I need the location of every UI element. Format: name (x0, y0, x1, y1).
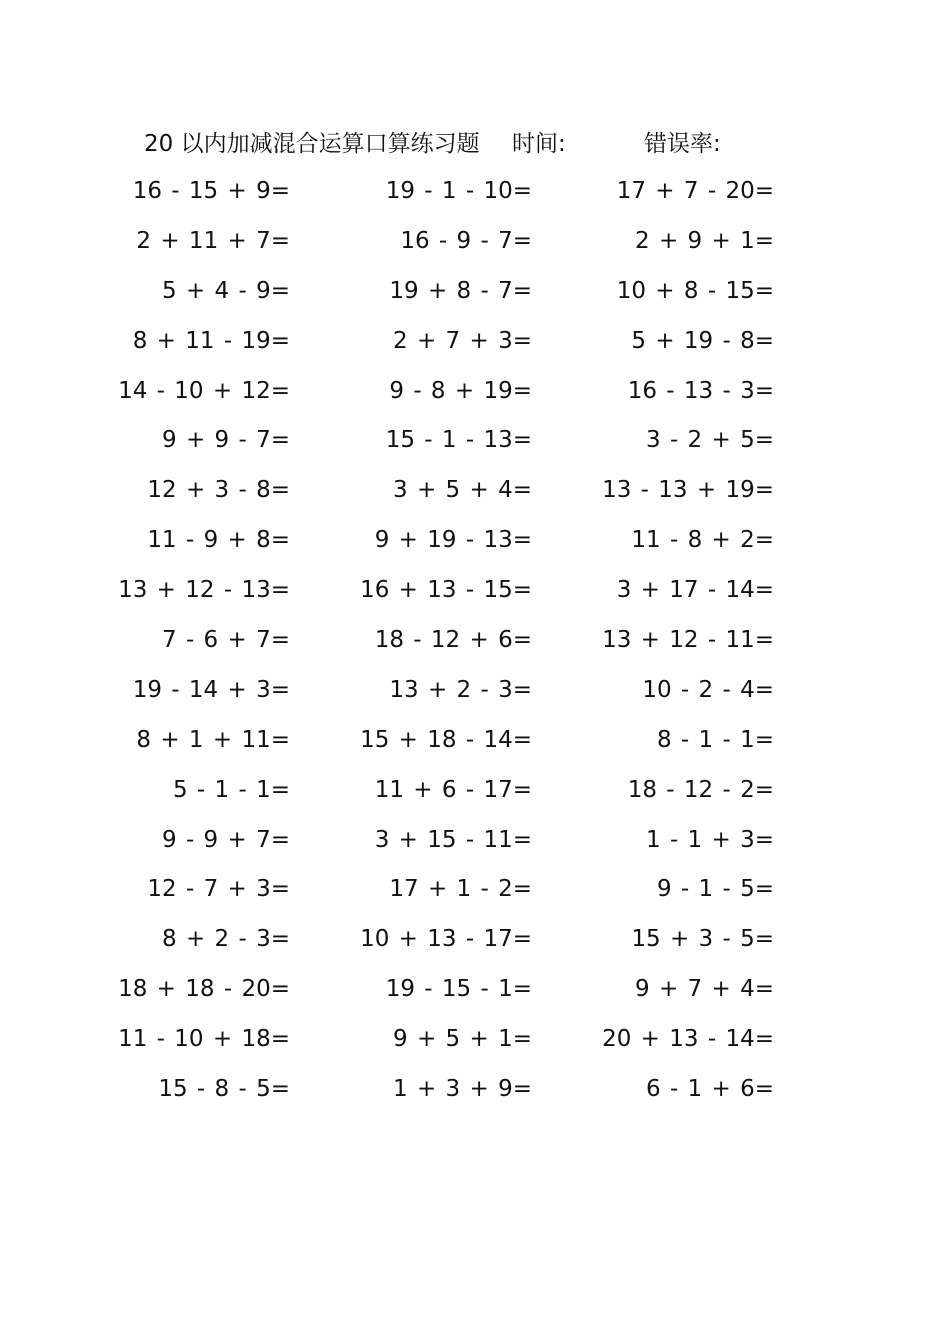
arithmetic-problem: 2 + 9 + 1= (635, 227, 774, 254)
problem-row (0, 617, 950, 667)
problem-row (0, 667, 950, 717)
arithmetic-problem: 19 + 8 - 7= (389, 277, 532, 304)
arithmetic-problem: 9 - 1 - 5= (656, 876, 774, 903)
arithmetic-problem: 2 + 11 + 7= (136, 227, 290, 254)
arithmetic-problem: 16 - 15 + 9= (132, 178, 290, 204)
arithmetic-problem: 11 - 9 + 8= (147, 527, 290, 554)
problem-row (0, 866, 950, 916)
arithmetic-problem: 18 - 12 - 2= (627, 776, 774, 803)
arithmetic-problem: 1 - 1 + 3= (646, 826, 774, 853)
arithmetic-problem: 8 + 11 - 19= (132, 327, 290, 354)
arithmetic-problem: 14 - 10 + 12= (118, 377, 290, 404)
problem-row (0, 1016, 950, 1066)
problem-row (0, 168, 950, 218)
arithmetic-problem: 3 + 5 + 4= (393, 477, 532, 504)
arithmetic-problem: 16 - 9 - 7= (400, 227, 532, 254)
worksheet-header (0, 124, 950, 164)
arithmetic-problem: 13 + 12 - 13= (118, 577, 290, 604)
arithmetic-problem: 11 - 10 + 18= (118, 1026, 290, 1053)
arithmetic-problem: 18 - 12 + 6= (374, 627, 532, 654)
error-rate-label: 错误率: (644, 131, 721, 157)
problem-row (0, 318, 950, 368)
arithmetic-problem: 1 + 3 + 9= (393, 1076, 532, 1103)
page-title: 20 以内加减混合运算口算练习题 (144, 131, 480, 157)
time-label: 时间: (512, 131, 566, 157)
arithmetic-problem: 15 + 18 - 14= (360, 726, 532, 753)
arithmetic-problem: 18 + 18 - 20= (118, 976, 290, 1003)
arithmetic-problem: 3 + 17 - 14= (616, 577, 774, 604)
problem-row (0, 368, 950, 418)
arithmetic-problem: 8 - 1 - 1= (656, 726, 774, 753)
problem-row (0, 218, 950, 268)
problem-row (0, 1066, 950, 1116)
problem-row (0, 717, 950, 767)
arithmetic-problem: 8 + 1 + 11= (136, 726, 290, 753)
problem-row (0, 916, 950, 966)
arithmetic-problem: 10 + 8 - 15= (616, 277, 774, 304)
arithmetic-problem: 5 - 1 - 1= (172, 776, 290, 803)
arithmetic-problem: 3 + 15 - 11= (374, 826, 532, 853)
arithmetic-problem: 9 + 9 - 7= (162, 427, 290, 454)
arithmetic-problem: 10 + 13 - 17= (360, 926, 532, 953)
arithmetic-problem: 15 + 3 - 5= (631, 926, 774, 953)
arithmetic-problem: 5 + 19 - 8= (631, 327, 774, 354)
arithmetic-problem: 6 - 1 + 6= (646, 1076, 774, 1103)
arithmetic-problem: 13 + 2 - 3= (389, 676, 532, 703)
arithmetic-problem: 5 + 4 - 9= (162, 277, 290, 304)
arithmetic-problem: 15 - 1 - 13= (385, 427, 532, 454)
arithmetic-problem: 11 + 6 - 17= (374, 776, 532, 803)
problem-row (0, 268, 950, 318)
arithmetic-problem: 11 - 8 + 2= (631, 527, 774, 554)
problem-row (0, 467, 950, 517)
arithmetic-problem: 19 - 1 - 10= (385, 178, 532, 204)
arithmetic-problem: 17 + 1 - 2= (389, 876, 532, 903)
arithmetic-problem: 3 - 2 + 5= (646, 427, 774, 454)
arithmetic-problem: 9 + 5 + 1= (393, 1026, 532, 1053)
arithmetic-problem: 20 + 13 - 14= (602, 1026, 774, 1053)
arithmetic-problem: 15 - 8 - 5= (158, 1076, 290, 1103)
arithmetic-problem: 9 - 8 + 19= (389, 377, 532, 404)
arithmetic-problem: 9 + 19 - 13= (374, 527, 532, 554)
arithmetic-problem: 19 - 15 - 1= (385, 976, 532, 1003)
arithmetic-problem: 16 - 13 - 3= (627, 377, 774, 404)
arithmetic-problem: 12 - 7 + 3= (147, 876, 290, 903)
arithmetic-problem: 13 - 13 + 19= (602, 477, 774, 504)
arithmetic-problem: 19 - 14 + 3= (132, 676, 290, 703)
arithmetic-problem: 12 + 3 - 8= (147, 477, 290, 504)
problem-row (0, 966, 950, 1016)
arithmetic-problem: 7 - 6 + 7= (162, 627, 290, 654)
arithmetic-problem: 16 + 13 - 15= (360, 577, 532, 604)
arithmetic-problem: 10 - 2 - 4= (642, 676, 774, 703)
problem-row (0, 817, 950, 867)
arithmetic-problem: 9 + 7 + 4= (635, 976, 774, 1003)
problem-row (0, 567, 950, 617)
arithmetic-problem: 2 + 7 + 3= (393, 327, 532, 354)
arithmetic-problem: 17 + 7 - 20= (616, 178, 774, 204)
problem-row (0, 417, 950, 467)
arithmetic-problem: 13 + 12 - 11= (602, 627, 774, 654)
arithmetic-problem: 8 + 2 - 3= (162, 926, 290, 953)
arithmetic-problem: 9 - 9 + 7= (162, 826, 290, 853)
problem-grid (0, 168, 950, 1116)
problem-row (0, 517, 950, 567)
problem-row (0, 767, 950, 817)
